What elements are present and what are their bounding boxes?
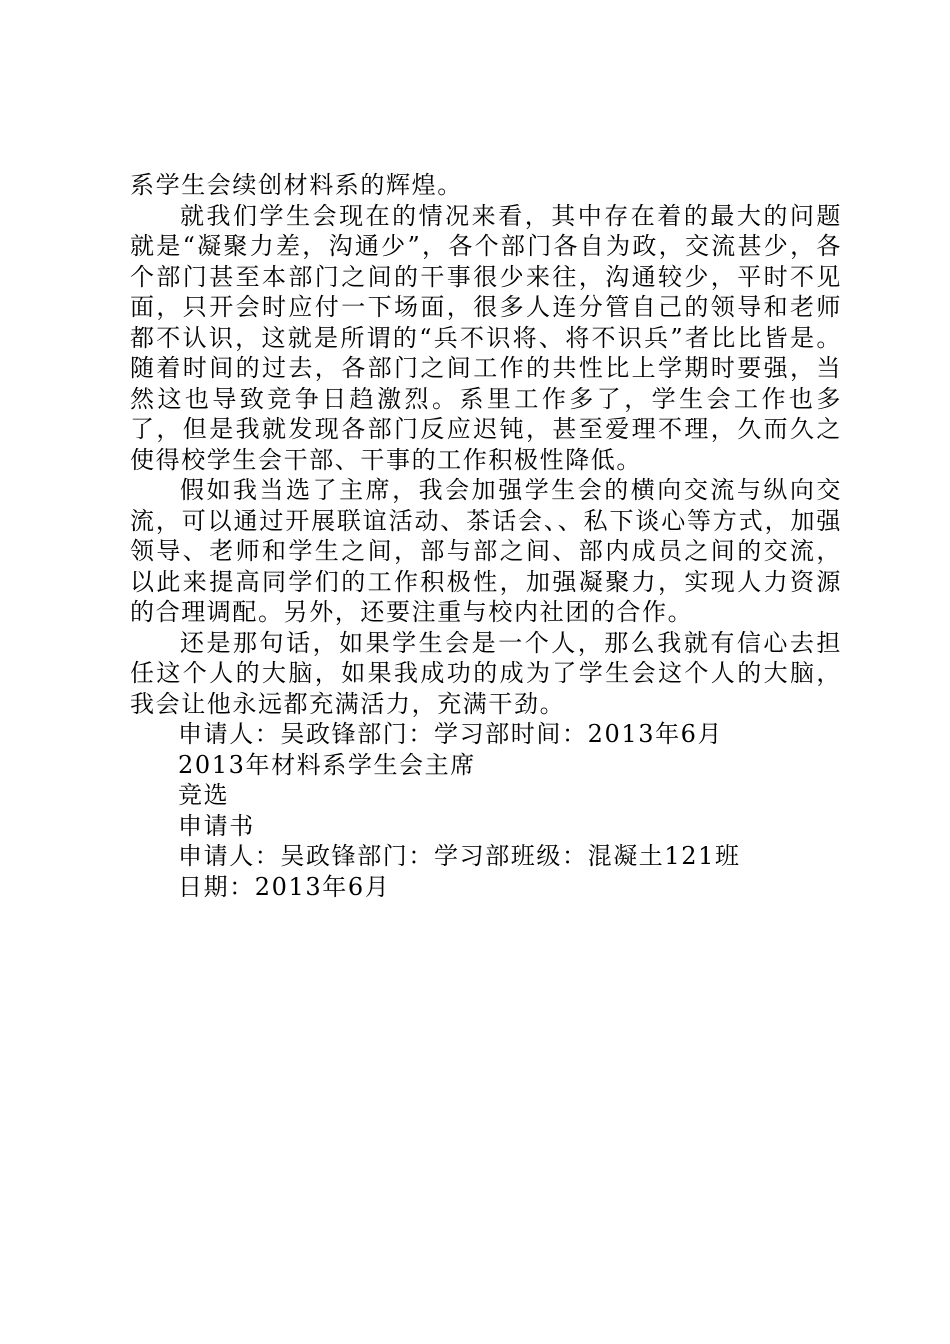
paragraph-proposal: 假如我当选了主席，我会加强学生会的横向交流与纵向交流，可以通过开展联谊活动、茶话会、、私下谈心等方式，加强领导、老师和学生之间，部与部之间、部内成员之间的交流，以此来提高同学们的工作积极性，加强凝聚力，实现人力资源的合理调配。另外，还要注重与校内社团的合作。 — [130, 476, 842, 626]
signature-applicant-line: 申请人：吴政锋部门：学习部时间：2013年6月 — [178, 720, 724, 748]
signature-title-line: 2013年材料系学生会主席 — [178, 750, 476, 779]
paragraph-conclusion: 还是那句话，如果学生会是一个人，那么我就有信心去担任这个人的大脑，如果我成功的成为了学生会这个人的大脑，我会让他永远都充满活力，充满干劲。 — [130, 628, 842, 718]
paragraph-continuation: 系学生会续创材料系的辉煌。 — [130, 171, 463, 199]
signature-application-line: 申请书 — [178, 811, 255, 840]
signature-class-line: 申请人：吴政锋部门：学习部班级：混凝土121班 — [178, 842, 741, 870]
paragraph-current-situation: 就我们学生会现在的情况来看，其中存在着的最大的问题就是“凝聚力差，沟通少”，各个部门各自为政，交流甚少，各个部门甚至本部门之间的干事很少来往，沟通较少，平时不见面，只开会时应付一下场面，很多人连分管自己的领导和老师都不认识，这就是所谓的“兵不识将、将不识兵”者比比皆是。随着时间的过去，各部门之间工作的共性比上学期时要强，当然这也导致竞争日趋激烈。系里工作多了，学生会工作也多了，但是我就发现各部门反应迟钝，甚至爱理不理，久而久之使得校学生会干部、干事的工作积极性降低。 — [130, 201, 842, 474]
signature-campaign-line: 竞选 — [178, 781, 230, 809]
document-body — [130, 170, 842, 902]
signature-date-line: 日期：2013年6月 — [178, 872, 391, 901]
